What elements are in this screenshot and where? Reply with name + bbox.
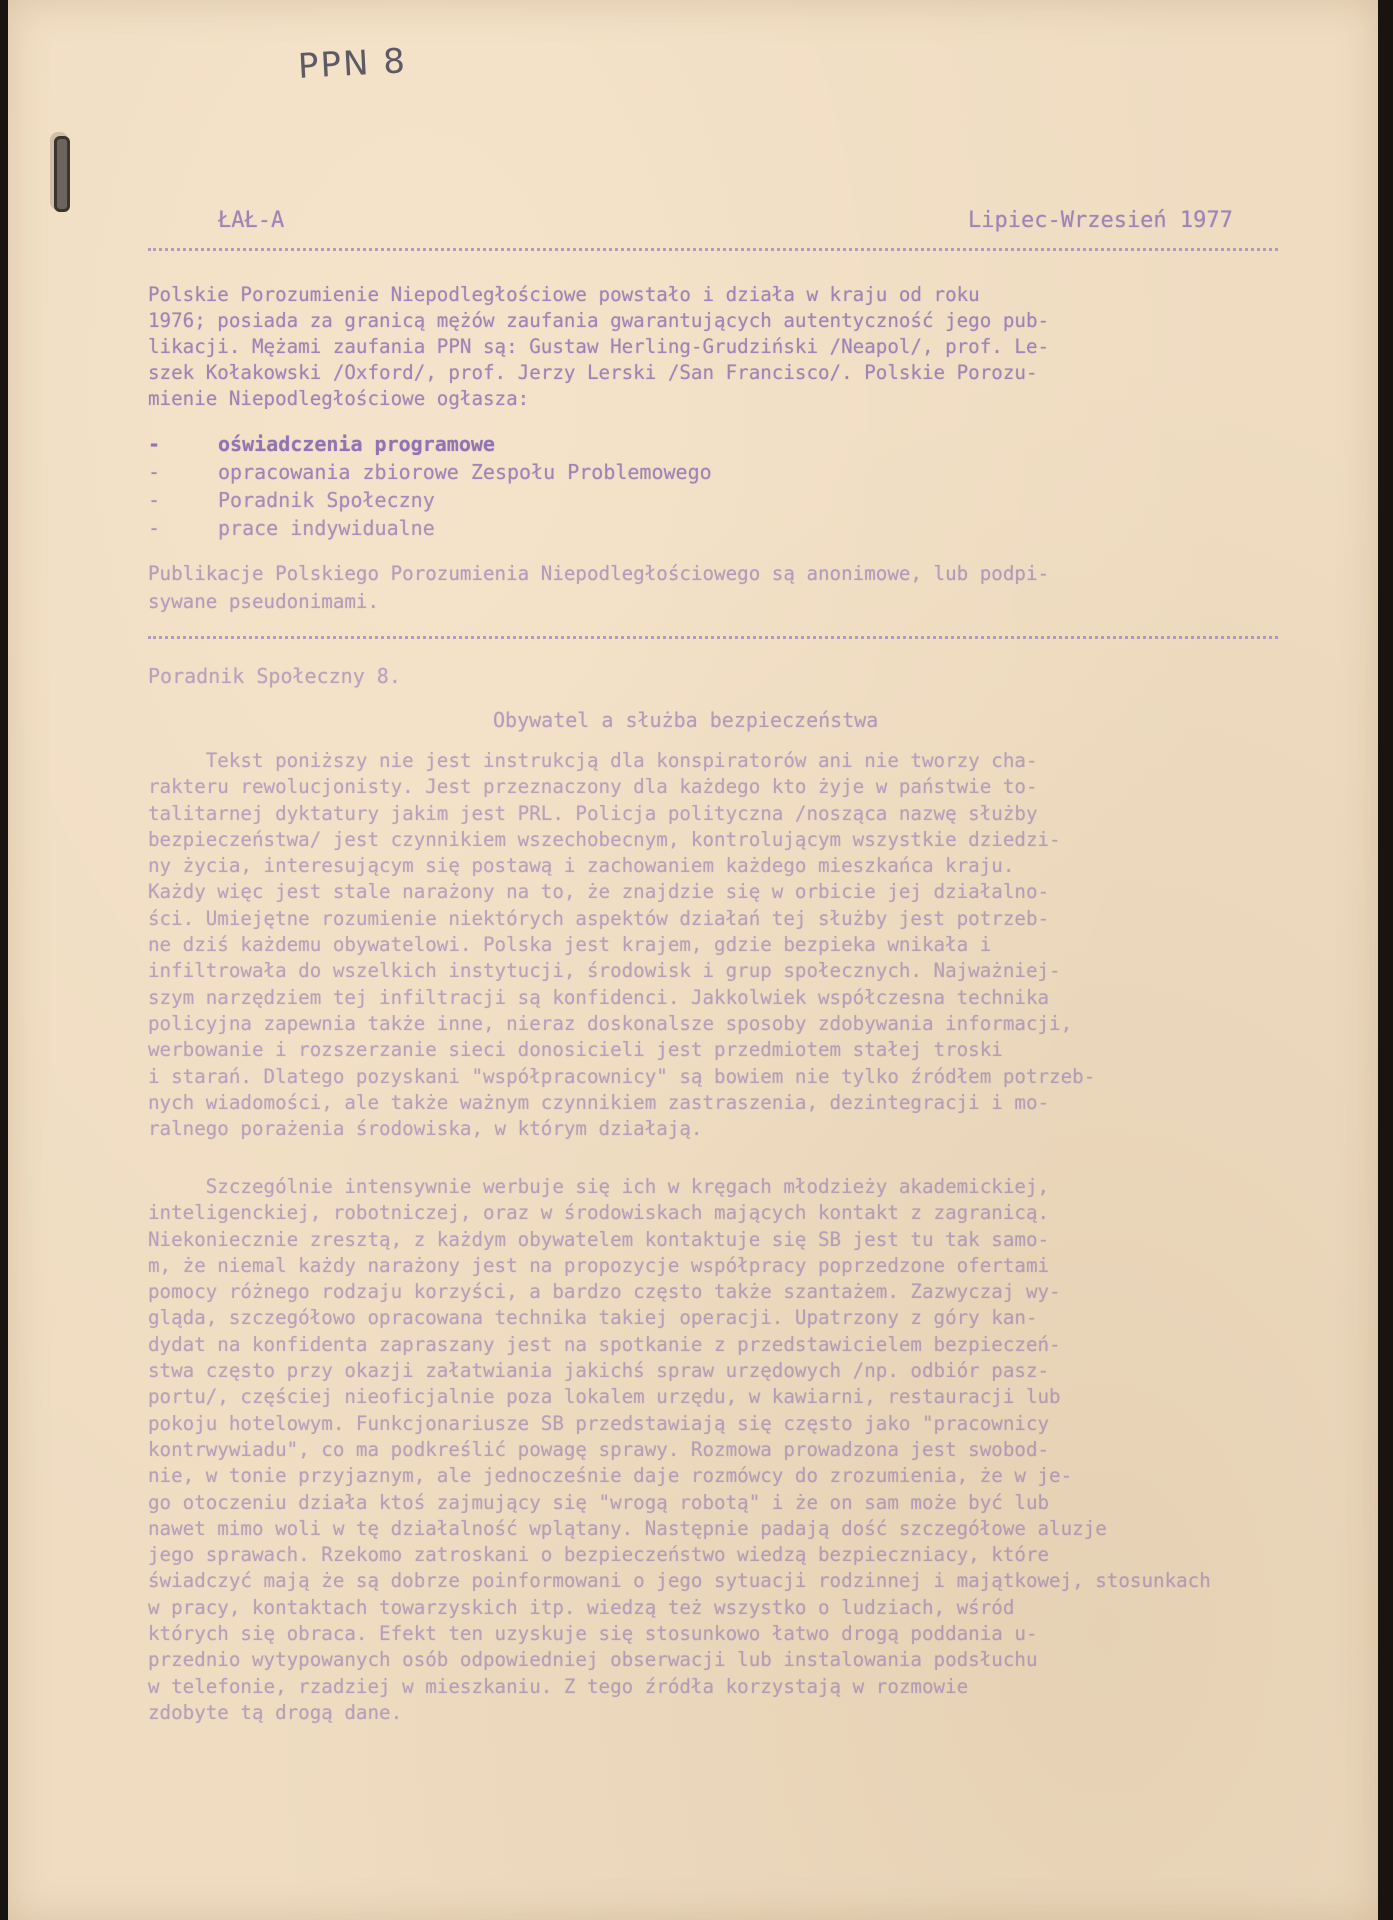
series-label: Poradnik Społeczny 8. [148, 664, 401, 688]
list-item-text: opracowania zbiorowe Zespołu Problemowego [218, 460, 712, 484]
text-line: szek Kołakowski /Oxford/, prof. Jerzy Lerski /San Francisco/. Polskie Porozu- [148, 361, 1038, 384]
text-line: rakteru rewolucjonisty. Jest przeznaczony dla każdego kto żyje w państwie to- [148, 775, 1038, 799]
list-item [148, 486, 1148, 514]
text-line: policyjna zapewnia także inne, nieraz doskonalsze sposoby zdobywania informacji, [148, 1011, 1073, 1035]
text-line: świadczyć mają że są dobrze poinformowani o jego sytuacji rodzinnej i majątkowej, stosunkach [148, 1569, 1211, 1593]
text-line: nych wiadomości, ale także ważnym czynnikiem zastraszenia, dezintegracji i mo- [148, 1090, 1050, 1114]
list-dash: - [148, 516, 161, 540]
text-line: Szczególnie intensywnie werbuje się ich w kręgach młodzieży akademickiej, [148, 1175, 1050, 1198]
text-line: pomocy różnego rodzaju korzyści, a bardzo często także szantażem. Zazwyczaj wy- [148, 1280, 1061, 1304]
text-line: szym narzędziem tej infiltracji są konfidenci. Jakkolwiek współczesna technika [148, 985, 1050, 1009]
text-line: pokoju hotelowym. Funkcjonariusze SB przedstawiają się często jako "pracownicy [148, 1411, 1050, 1435]
text-line: jego sprawach. Rzekomo zatroskani o bezpieczeństwo wiedzą bezpieczniacy, które [148, 1543, 1050, 1567]
document-title: Obywatel a służba bezpieczeństwa [493, 708, 879, 732]
text-line: infiltrowała do wszelkich instytucji, środowisk i grup społecznych. Najważniej- [148, 959, 1061, 983]
text-line: w telefonie, rzadziej w mieszkaniu. Z tego źródła korzystają w rozmowie [148, 1674, 969, 1698]
text-line: werbowanie i rozszerzanie sieci donosicieli jest przedmiotem stałej troski [148, 1038, 1003, 1062]
list-item [148, 514, 1148, 542]
text-line: dydat na konfidenta zapraszany jest na spotkanie z przedstawicielem bezpieczeń- [148, 1332, 1061, 1356]
text-line: nawet mimo woli w tę działalność wplątany. Następnie padają dość szczegółowe aluzje [148, 1516, 1107, 1540]
document-page [8, 0, 1378, 1920]
list-dash: - [148, 488, 161, 512]
text-line: ści. Umiejętne rozumienie niektórych aspektów działań tej służby jest potrzeb- [148, 906, 1050, 930]
text-line: kontrwywiadu", co ma podkreślić powagę sprawy. Rozmowa prowadzona jest swobod- [148, 1437, 1050, 1461]
text-line: przednio wytypowanych osób odpowiedniej obserwacji lub instalowania podsłuchu [148, 1648, 1038, 1672]
text-line: m, że niemal każdy narażony jest na propozycje współpracy poprzedzone ofertami [148, 1253, 1050, 1277]
list-dash: - [148, 460, 161, 484]
text-line: ne dziś każdemu obywatelowi. Polska jest krajem, gdzie bezpieka wnikała i [148, 933, 992, 957]
text-line: mienie Niepodległościowe ogłasza: [148, 387, 530, 410]
text-line: w pracy, kontaktach towarzyskich itp. wiedzą też wszystko o ludziach, wśród [148, 1595, 1015, 1619]
dotted-divider [148, 248, 1278, 265]
dotted-divider [148, 636, 1278, 653]
handwritten-mark: PPN 8 [297, 41, 408, 87]
list-dash: - [148, 432, 161, 456]
text-line: talitarnej dyktatury jakim jest PRL. Policja polityczna /nosząca nazwę służby [148, 801, 1038, 825]
text-line: likacji. Mężami zaufania PPN są: Gustaw Herling-Grudziński /Neapol/, prof. Le- [148, 335, 1050, 358]
text-line: Niekoniecznie zresztą, z każdym obywatelem kontaktuje się SB jest tu tak samo- [148, 1227, 1050, 1251]
intro-paragraph [148, 282, 1278, 412]
header-date: Lipiec-Wrzesień 1977 [968, 208, 1233, 233]
text-line: ralnego porażenia środowiska, w którym działają. [148, 1117, 703, 1141]
text-line: portu/, częściej nieoficjalnie poza lokalem urzędu, w kawiarni, restauracji lub [148, 1385, 1061, 1409]
text-line: Publikacje Polskiego Porozumienia Niepodległościowego są anonimowe, lub podpi- [148, 562, 1050, 585]
text-line: gląda, szczegółowo opracowana technika takiej operacji. Upatrzony z góry kan- [148, 1306, 1038, 1330]
list-item-text: oświadczenia programowe [218, 432, 495, 456]
header-left: ŁAŁ-A [218, 208, 285, 233]
publication-note [148, 560, 1278, 616]
staple-icon [54, 136, 70, 212]
text-line: go otoczeniu działa ktoś zajmujący się "wrogą robotą" i że on sam może być lub [148, 1490, 1050, 1514]
list-item-text: prace indywidualne [218, 516, 435, 540]
text-line: ny życia, interesującym się postawą i zachowaniem każdego mieszkańca kraju. [148, 854, 1015, 878]
text-line: nie, w tonie przyjaznym, ale jednocześnie daje rozmówcy do zrozumienia, że w je- [148, 1464, 1073, 1488]
list-item [148, 458, 1148, 486]
text-line: Polskie Porozumienie Niepodległościowe powstało i działa w kraju od roku [148, 283, 980, 306]
publication-types-list [148, 430, 1148, 542]
text-line: stwa często przy okazji załatwiania jakichś spraw urzędowych /np. odbiór pasz- [148, 1359, 1050, 1383]
body-paragraph-1 [148, 748, 1278, 1142]
text-line: Tekst poniższy nie jest instrukcją dla konspiratorów ani nie tworzy cha- [148, 749, 1038, 772]
text-line: sywane pseudonimami. [148, 590, 380, 613]
text-line: 1976; posiada za granicą mężów zaufania gwarantujących autentyczność jego pub- [148, 309, 1050, 332]
text-line: inteligenckiej, robotniczej, oraz w środowiskach mających kontakt z zagranicą. [148, 1201, 1050, 1225]
text-line: i starań. Dlatego pozyskani "współpracownicy" są bowiem nie tylko źródłem potrzeb- [148, 1064, 1096, 1088]
list-item-text: Poradnik Społeczny [218, 488, 435, 512]
list-item [148, 430, 1148, 458]
text-line: zdobyte tą drogą dane. [148, 1700, 403, 1724]
text-line: Każdy więc jest stale narażony na to, że znajdzie się w orbicie jej działalno- [148, 880, 1050, 904]
body-paragraph-2 [148, 1174, 1278, 1726]
text-line: bezpieczeństwa/ jest czynnikiem wszechobecnym, kontrolującym wszystkie dziedzi- [148, 827, 1061, 851]
text-line: których się obraca. Efekt ten uzyskuje się stosunkowo łatwo drogą poddania u- [148, 1622, 1038, 1646]
